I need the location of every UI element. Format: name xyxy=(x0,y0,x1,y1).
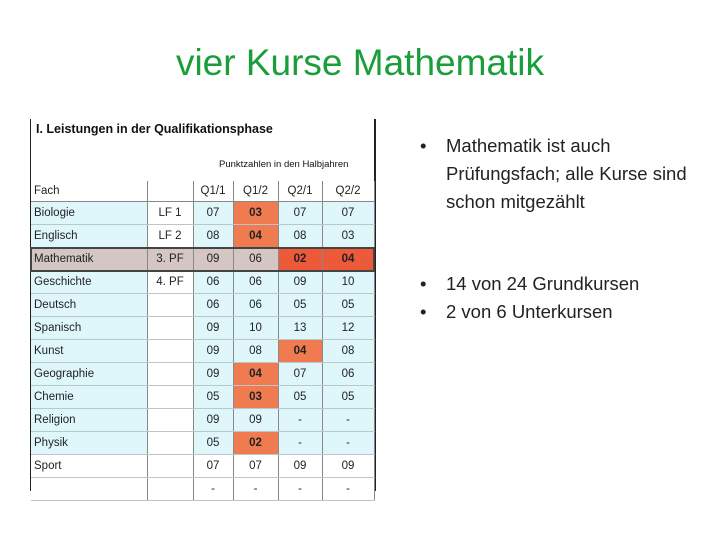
grade-cell: 08 xyxy=(193,225,233,248)
grade-cell: 06 xyxy=(322,363,374,386)
grade-cell: 07 xyxy=(193,202,233,225)
grade-cell: 09 xyxy=(278,271,322,294)
grade-cell: 04 xyxy=(278,340,322,363)
grade-cell: 12 xyxy=(322,317,374,340)
grade-cell: 03 xyxy=(322,225,374,248)
subject-name: Geschichte xyxy=(31,271,147,294)
exam-subject-label xyxy=(147,455,193,478)
header-q2-1: Q2/1 xyxy=(278,181,322,202)
table-row xyxy=(31,455,374,478)
subject-name: Mathematik xyxy=(31,248,147,271)
bullet-item xyxy=(418,132,708,216)
grade-cell: - xyxy=(278,409,322,432)
bullet-dot-icon: • xyxy=(420,273,427,294)
grade-cell: 07 xyxy=(233,455,278,478)
subject-name: Chemie xyxy=(31,386,147,409)
grade-cell: 13 xyxy=(278,317,322,340)
exam-subject-label: 4. PF xyxy=(147,271,193,294)
table-row xyxy=(31,317,374,340)
table-row xyxy=(31,478,374,501)
bullet-item xyxy=(418,270,708,298)
table-row xyxy=(31,409,374,432)
subject-name: Biologie xyxy=(31,202,147,225)
grade-cell: 09 xyxy=(233,409,278,432)
subject-name: Religion xyxy=(31,409,147,432)
header-q1-2: Q1/2 xyxy=(233,181,278,202)
grade-cell: 02 xyxy=(278,248,322,271)
table-header-row xyxy=(31,181,374,202)
subject-name: Deutsch xyxy=(31,294,147,317)
grade-cell: 09 xyxy=(193,248,233,271)
bullet-dot-icon: • xyxy=(420,135,427,156)
grade-cell: 09 xyxy=(322,455,374,478)
exam-subject-label: LF 2 xyxy=(147,225,193,248)
grade-cell: 09 xyxy=(193,317,233,340)
grade-cell: 05 xyxy=(322,294,374,317)
grade-cell: 07 xyxy=(278,363,322,386)
grade-cell: 04 xyxy=(233,363,278,386)
grades-table-image xyxy=(30,119,376,495)
grade-cell: 10 xyxy=(322,271,374,294)
grade-cell: 05 xyxy=(322,386,374,409)
grade-cell: 07 xyxy=(322,202,374,225)
exam-subject-label: LF 1 xyxy=(147,202,193,225)
table-subtitle: Punktzahlen in den Halbjahren xyxy=(219,159,349,170)
grade-cell: 05 xyxy=(278,386,322,409)
exam-subject-label xyxy=(147,294,193,317)
slide-title: vier Kurse Mathematik xyxy=(175,42,545,83)
grade-cell: - xyxy=(278,432,322,455)
grade-cell: 06 xyxy=(193,294,233,317)
grade-cell: - xyxy=(322,432,374,455)
grade-cell: 05 xyxy=(193,386,233,409)
subject-name: Spanisch xyxy=(31,317,147,340)
subject-name xyxy=(31,478,147,501)
exam-subject-label: 3. PF xyxy=(147,248,193,271)
grade-cell: 06 xyxy=(233,294,278,317)
header-pf xyxy=(147,181,193,202)
table-row xyxy=(31,248,374,271)
bullet-text: Mathematik ist auch Prüfungsfach; alle Kurse sind schon mitgezählt xyxy=(446,135,687,212)
grade-cell: 09 xyxy=(193,340,233,363)
subject-name: Physik xyxy=(31,432,147,455)
subject-name: Sport xyxy=(31,455,147,478)
grade-cell: 10 xyxy=(233,317,278,340)
grade-cell: 02 xyxy=(233,432,278,455)
grades-table-body xyxy=(31,181,374,501)
exam-subject-label xyxy=(147,432,193,455)
table-row xyxy=(31,225,374,248)
grade-cell: 08 xyxy=(322,340,374,363)
grade-cell: 06 xyxy=(193,271,233,294)
bullet-list xyxy=(418,132,708,326)
header-fach: Fach xyxy=(31,181,147,202)
grade-cell: 09 xyxy=(193,409,233,432)
grade-cell: 06 xyxy=(233,271,278,294)
exam-subject-label xyxy=(147,340,193,363)
subject-name: Kunst xyxy=(31,340,147,363)
grade-cell: 03 xyxy=(233,202,278,225)
table-row xyxy=(31,340,374,363)
grade-cell: 06 xyxy=(233,248,278,271)
grade-cell: 04 xyxy=(322,248,374,271)
subject-name: Geographie xyxy=(31,363,147,386)
grade-cell: 07 xyxy=(278,202,322,225)
exam-subject-label xyxy=(147,386,193,409)
exam-subject-label xyxy=(147,363,193,386)
grade-cell: - xyxy=(322,478,374,501)
grades-table xyxy=(31,181,375,501)
table-row xyxy=(31,202,374,225)
exam-subject-label xyxy=(147,478,193,501)
grade-cell: 07 xyxy=(193,455,233,478)
grade-cell: 05 xyxy=(193,432,233,455)
grade-cell: - xyxy=(193,478,233,501)
header-q1-1: Q1/1 xyxy=(193,181,233,202)
bullet-dot-icon: • xyxy=(420,301,427,322)
table-row xyxy=(31,294,374,317)
grade-cell: 04 xyxy=(233,225,278,248)
exam-subject-label xyxy=(147,409,193,432)
grade-cell: 03 xyxy=(233,386,278,409)
bullet-text: 14 von 24 Grundkursen xyxy=(446,273,640,294)
table-title: I. Leistungen in der Qualifikationsphase xyxy=(36,122,273,136)
subject-name: Englisch xyxy=(31,225,147,248)
grade-cell: 09 xyxy=(278,455,322,478)
table-row xyxy=(31,363,374,386)
exam-subject-label xyxy=(147,317,193,340)
bullet-item xyxy=(418,298,708,326)
bullet-text: 2 von 6 Unterkursen xyxy=(446,301,613,322)
grade-cell: - xyxy=(233,478,278,501)
grade-cell: 05 xyxy=(278,294,322,317)
table-row xyxy=(31,386,374,409)
grade-cell: 08 xyxy=(233,340,278,363)
grade-cell: 09 xyxy=(193,363,233,386)
header-q2-2: Q2/2 xyxy=(322,181,374,202)
grade-cell: - xyxy=(322,409,374,432)
table-row xyxy=(31,432,374,455)
grade-cell: - xyxy=(278,478,322,501)
table-row xyxy=(31,271,374,294)
grade-cell: 08 xyxy=(278,225,322,248)
